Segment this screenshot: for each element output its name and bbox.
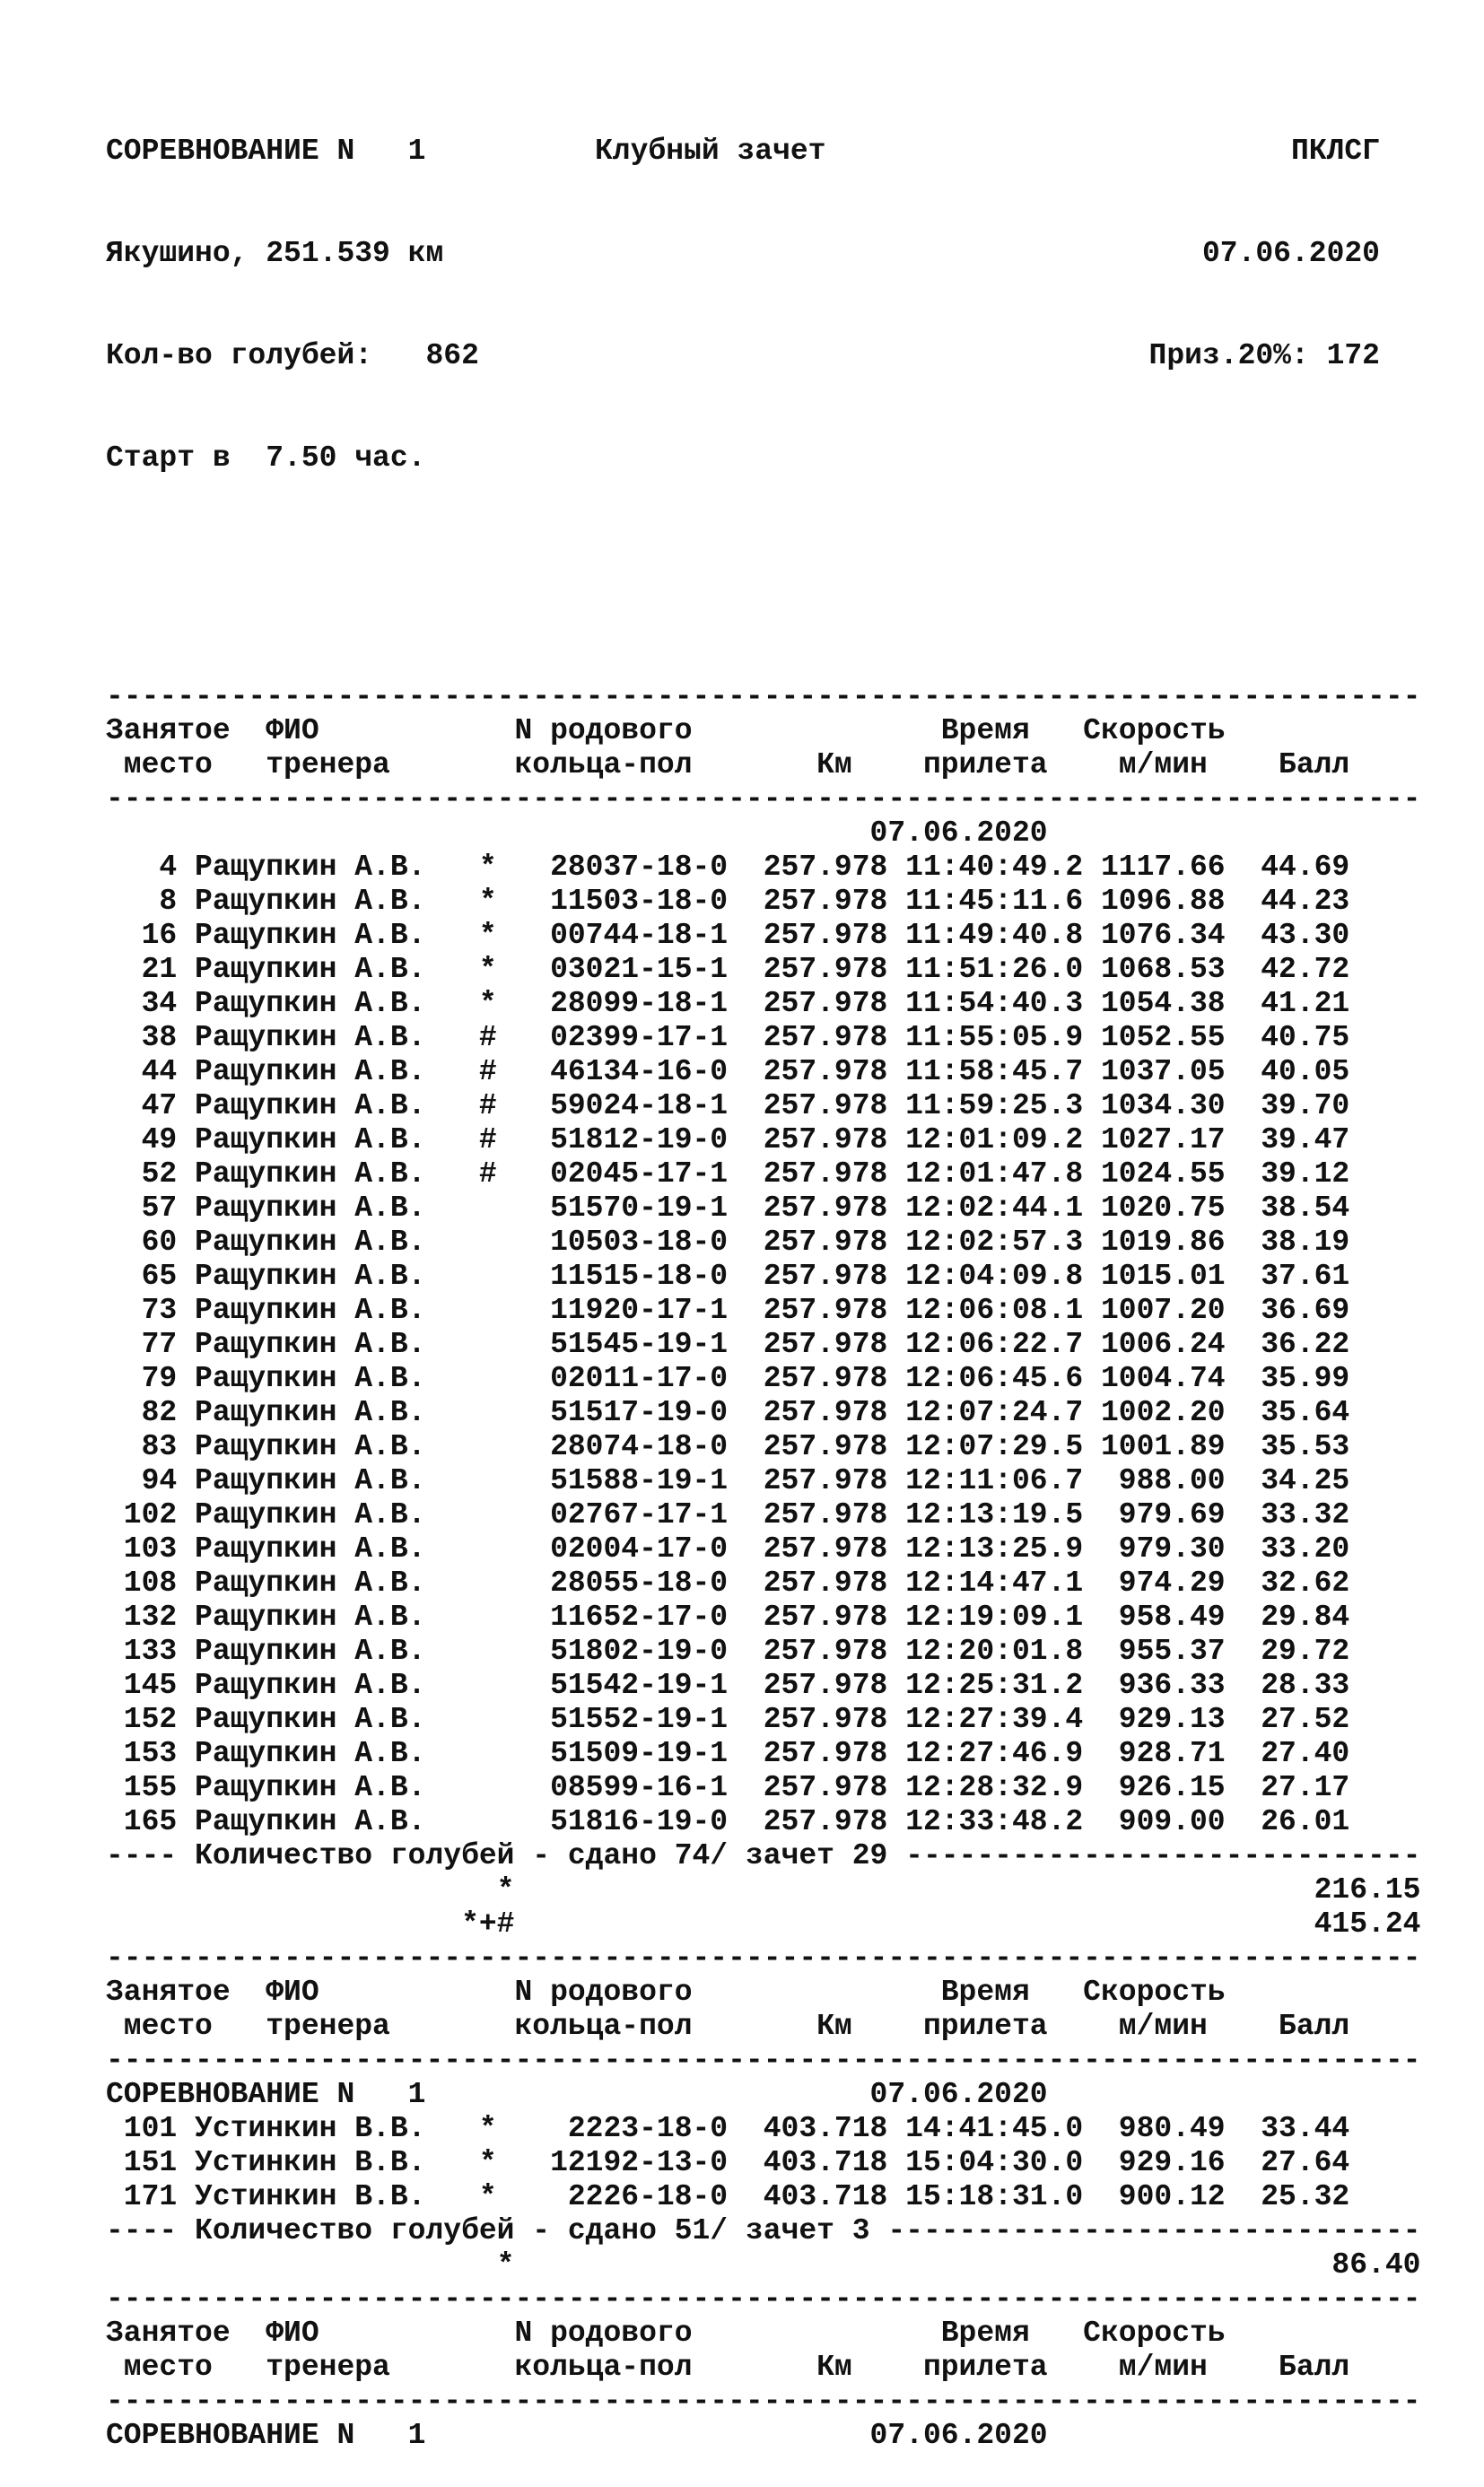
result-row: 73 Ращупкин А.В. 11920-17-1 257.978 12:06:08.1 1007.20 36.69 (106, 1294, 1350, 1327)
pigeon-count: Кол-во голубей: 862 (106, 339, 479, 372)
result-row: 132 Ращупкин А.В. 11652-17-0 257.978 12:19:09.1 958.49 29.84 (106, 1601, 1350, 1634)
summary-line: ---- Количество голубей - сдано 74/ зачет 29 ----------------------------- (106, 1839, 1421, 1872)
result-row: 47 Ращупкин А.В. # 59024-18-1 257.978 11:59:25.3 1034.30 39.70 (106, 1089, 1350, 1122)
separator-line: -------------------------------------------------------------------------- (106, 2385, 1421, 2418)
header-line-3 (106, 339, 1416, 373)
result-row: 145 Ращупкин А.В. 51542-19-1 257.978 12:25:31.2 936.33 28.33 (106, 1669, 1350, 1702)
result-row: 152 Ращупкин А.В. 51552-19-1 257.978 12:27:39.4 929.13 27.52 (106, 1703, 1350, 1736)
header-line-2 (106, 237, 1416, 271)
section-heading: 07.06.2020 (106, 816, 1048, 850)
result-row: 82 Ращупкин А.В. 51517-19-0 257.978 12:07:24.7 1002.20 35.64 (106, 1396, 1350, 1429)
result-row: 171 Устинкин В.В. * 2226-18-0 403.718 15:18:31.0 900.12 25.32 (106, 2180, 1350, 2213)
points-total: *+# 415.24 (106, 1907, 1421, 1941)
separator-line: -------------------------------------------------------------------------- (106, 2282, 1421, 2316)
result-row: 133 Ращупкин А.В. 51802-19-0 257.978 12:20:01.8 955.37 29.72 (106, 1635, 1350, 1668)
column-header-bottom: место тренера кольца-пол Км прилета м/мин Балл (106, 748, 1350, 781)
result-row: 49 Ращупкин А.В. # 51812-19-0 257.978 12:01:09.2 1027.17 39.47 (106, 1123, 1350, 1156)
result-row: 103 Ращупкин А.В. 02004-17-0 257.978 12:13:25.9 979.30 33.20 (106, 1532, 1350, 1566)
column-header-bottom: место тренера кольца-пол Км прилета м/мин Балл (106, 2010, 1350, 2043)
competition-number: СОРЕВНОВАНИЕ N 1 (106, 135, 426, 168)
section-heading: СОРЕВНОВАНИЕ N 1 07.06.2020 (106, 2419, 1048, 2452)
summary-line: ---- Количество голубей - сдано 51/ зачет 3 ------------------------------ (106, 2214, 1421, 2247)
result-row: 8 Ращупкин А.В. * 11503-18-0 257.978 11:45:11.6 1096.88 44.23 (106, 885, 1350, 918)
column-header-bottom: место тренера кольца-пол Км прилета м/мин Балл (106, 2351, 1350, 2384)
points-total: * 86.40 (106, 2248, 1421, 2282)
header-spacer (106, 544, 1416, 612)
result-row: 21 Ращупкин А.В. * 03021-15-1 257.978 11:51:26.0 1068.53 42.72 (106, 953, 1350, 986)
prize-count: Приз.20%: 172 (1148, 339, 1380, 372)
start-time: Старт в 7.50 час. (106, 441, 426, 475)
section-heading: СОРЕВНОВАНИЕ N 1 07.06.2020 (106, 2078, 1048, 2111)
result-row: 155 Ращупкин А.В. 08599-16-1 257.978 12:28:32.9 926.15 27.17 (106, 1771, 1350, 1804)
header-line-4 (106, 441, 1416, 476)
points-total: * 216.15 (106, 1873, 1421, 1907)
result-row: 79 Ращупкин А.В. 02011-17-0 257.978 12:06:45.6 1004.74 35.99 (106, 1362, 1350, 1395)
result-row: 57 Ращупкин А.В. 51570-19-1 257.978 12:02:44.1 1020.75 38.54 (106, 1191, 1350, 1225)
result-row: 60 Ращупкин А.В. 10503-18-0 257.978 12:02:57.3 1019.86 38.19 (106, 1226, 1350, 1259)
separator-line: -------------------------------------------------------------------------- (106, 782, 1421, 816)
result-row: 83 Ращупкин А.В. 28074-18-0 257.978 12:07:29.5 1001.89 35.53 (106, 1430, 1350, 1463)
result-row: 16 Ращупкин А.В. * 00744-18-1 257.978 11:49:40.8 1076.34 43.30 (106, 919, 1350, 952)
result-row: 34 Ращупкин А.В. * 28099-18-1 257.978 11:54:40.3 1054.38 41.21 (106, 987, 1350, 1020)
result-row: 165 Ращупкин А.В. 51816-19-0 257.978 12:33:48.2 909.00 26.01 (106, 1805, 1350, 1838)
separator-line: -------------------------------------------------------------------------- (106, 1942, 1421, 1975)
results-body (106, 680, 1421, 2453)
release-location: Якушино, 251.539 км (106, 237, 444, 270)
header-line-1 (106, 135, 1416, 169)
result-row: 102 Ращупкин А.В. 02767-17-1 257.978 12:13:19.5 979.69 33.32 (106, 1498, 1350, 1531)
column-header-top: Занятое ФИО N родового Время Скорость (106, 2317, 1226, 2350)
result-row: 52 Ращупкин А.В. # 02045-17-1 257.978 12:01:47.8 1024.55 39.12 (106, 1157, 1350, 1191)
result-row: 108 Ращупкин А.В. 28055-18-0 257.978 12:14:47.1 974.29 32.62 (106, 1566, 1350, 1600)
result-row: 38 Ращупкин А.В. # 02399-17-1 257.978 11:55:05.9 1052.55 40.75 (106, 1021, 1350, 1054)
result-row: 77 Ращупкин А.В. 51545-19-1 257.978 12:06:22.7 1006.24 36.22 (106, 1328, 1350, 1361)
column-header-top: Занятое ФИО N родового Время Скорость (106, 1976, 1226, 2009)
report-title: Клубный зачет (595, 135, 826, 168)
results-page (106, 66, 1421, 2487)
result-row: 153 Ращупкин А.В. 51509-19-1 257.978 12:27:46.9 928.71 27.40 (106, 1737, 1350, 1770)
result-row: 151 Устинкин В.В. * 12192-13-0 403.718 15:04:30.0 929.16 27.64 (106, 2146, 1350, 2179)
column-header-top: Занятое ФИО N родового Время Скорость (106, 714, 1226, 747)
separator-line: -------------------------------------------------------------------------- (106, 2044, 1421, 2077)
result-row: 4 Ращупкин А.В. * 28037-18-0 257.978 11:40:49.2 1117.66 44.69 (106, 851, 1350, 884)
organization: ПКЛСГ (1290, 135, 1380, 168)
result-row: 65 Ращупкин А.В. 11515-18-0 257.978 12:04:09.8 1015.01 37.61 (106, 1260, 1350, 1293)
result-row: 101 Устинкин В.В. * 2223-18-0 403.718 14:41:45.0 980.49 33.44 (106, 2112, 1350, 2145)
race-date: 07.06.2020 (1201, 237, 1380, 270)
result-row: 44 Ращупкин А.В. # 46134-16-0 257.978 11:58:45.7 1037.05 40.05 (106, 1055, 1350, 1088)
separator-line: -------------------------------------------------------------------------- (106, 680, 1421, 713)
result-row: 94 Ращупкин А.В. 51588-19-1 257.978 12:11:06.7 988.00 34.25 (106, 1464, 1350, 1497)
